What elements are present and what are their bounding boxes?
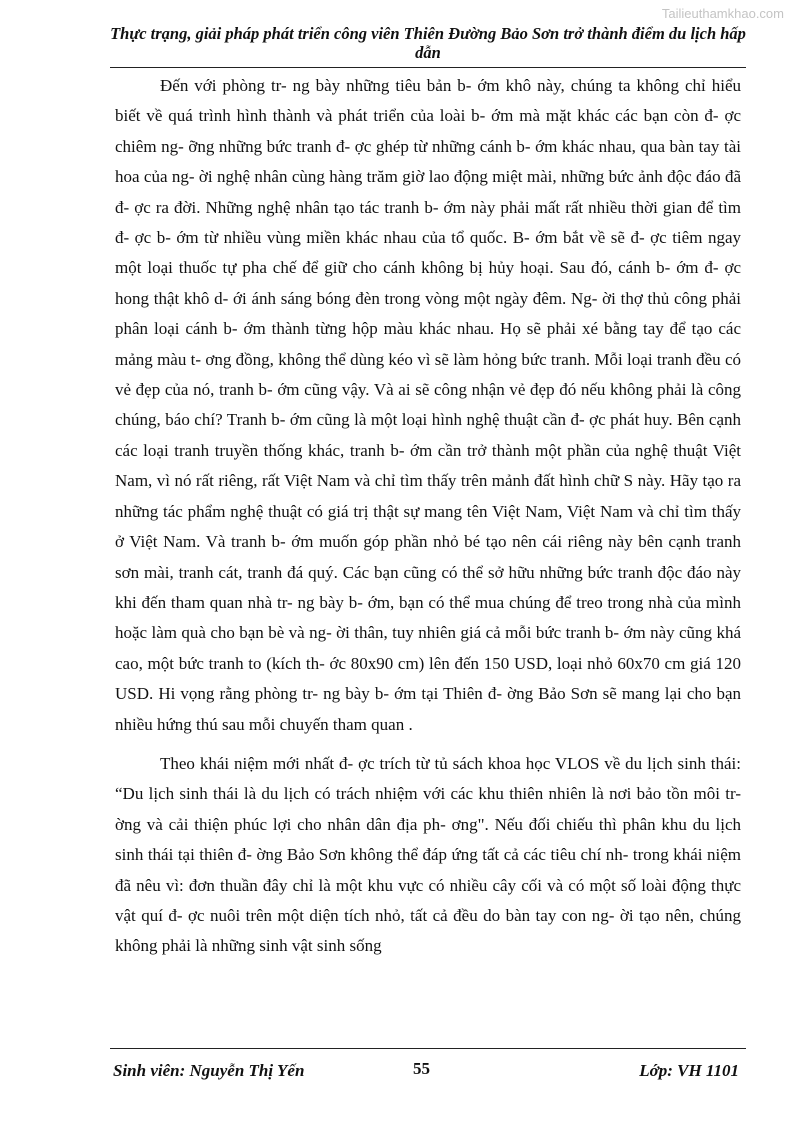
- footer-divider: [110, 1048, 746, 1049]
- footer-student-name: Sinh viên: Nguyễn Thị Yến: [113, 1061, 305, 1080]
- footer-class-label: Lớp: VH 1101: [639, 1061, 739, 1080]
- page-footer: [113, 1059, 739, 1083]
- body-paragraph-1: Đến với phòng tr- ng bày những tiêu bản b- ớm khô này, chúng ta không chỉ hiểu biết về quá trình hình thành và phát triển của loài b- ớm mà mặt khác các bạn còn đ- ợc chiêm ng- ỡng những bức tranh đ- ợc ghép từ những cánh b- ớm khác nhau, qua bàn tay tài hoa của ng- ời nghệ nhân cùng hàng trăm giờ lao động miệt mài, những bức ảnh độc đáo đã đ- ợc ra đời. Những nghệ nhân tạo tác tranh b- ớm này phải mất rất nhiều thời gian để tìm đ- ợc b- ớm từ nhiều vùng miền khác nhau của tổ quốc. B- ớm bắt về sẽ đ- ợc tiêm ngay một loại thuốc tự pha chế để giữ cho cánh không bị hủy hoại. Sau đó, cánh b- ớm đ- ợc hong thật khô d- ới ánh sáng bóng đèn trong vòng một ngày đêm. Ng- ời thợ thủ công phải phân loại cánh b- ớm thành từng hộp màu khác nhau. Họ sẽ phải xé bằng tay để tạo các mảng màu t- ơng đồng, không thể dùng kéo vì sẽ làm hỏng bức tranh. Mỗi loại tranh đều có vẻ đẹp của nó, tranh b- ớm cũng vậy. Và ai sẽ công nhận vẻ đẹp đó nếu không phải là công chúng, báo chí? Tranh b- ớm cũng là một loại hình nghệ thuật cần đ- ợc phát huy. Bên cạnh các loại tranh truyền thống khác, tranh b- ớm cần trở thành một phần của nghệ thuật Việt Nam, vì nó rất riêng, rất Việt Nam và chỉ tìm thấy trên mảnh đất hình chữ S này. Hãy tạo ra những tác phẩm nghệ thuật có giá trị thật sự mang tên Việt Nam, Việt Nam và chỉ tìm thấy ở Việt Nam. Và tranh b- ớm muốn góp phần nhỏ bé tạo nên cái riêng này bên cạnh tranh sơn mài, tranh cát, tranh đá quý. Các bạn cũng có thể sở hữu những bức tranh độc đáo này khi đến tham quan nhà tr- ng bày b- ớm, bạn có thể mua chúng để treo trong nhà của mình hoặc làm quà cho bạn bè và ng- ời thân, tuy nhiên giá cả mỗi bức tranh b- ớm này cũng khá cao, một bức tranh to (kích th- ớc 80x90 cm) lên đến 150 USD, loại nhỏ 60x70 cm giá 120 USD. Hi vọng rằng phòng tr- ng bày b- ớm tại Thiên đ- ờng Bảo Sơn sẽ mang lại cho bạn nhiều hứng thú sau mỗi chuyến tham quan .: [115, 76, 741, 734]
- page-number: 55: [413, 1059, 430, 1078]
- document-body: [115, 71, 741, 962]
- watermark-text: Tailieuthamkhao.com: [661, 6, 784, 21]
- header-divider: [110, 67, 746, 68]
- page-header-title: Thực trạng, giải pháp phát triển công viên Thiên Đường Bảo Sơn trở thành điểm du lịch hấp dẫn: [110, 24, 746, 62]
- body-paragraph-2: Theo khái niệm mới nhất đ- ợc trích từ tủ sách khoa học VLOS về du lịch sinh thái: “Du lịch sinh thái là du lịch có trách nhiệm với các khu thiên nhiên là nơi bảo tồn môi tr- ờng và cải thiện phúc lợi cho nhân dân địa ph- ơng". Nếu đối chiếu thì phân khu du lịch sinh thái tại thiên đ- ờng Bảo Sơn không thể đáp ứng tất cả các tiêu chí nh- trong khái niệm đã nêu vì: đơn thuần đây chỉ là một khu vực có nhiều cây cối và có một số loài động thực vật quí đ- ợc nuôi trên một diện tích nhỏ, tất cả đều do bàn tay con ng- ời tạo nên, chúng không phải là những sinh vật sinh sống: [115, 753, 741, 956]
